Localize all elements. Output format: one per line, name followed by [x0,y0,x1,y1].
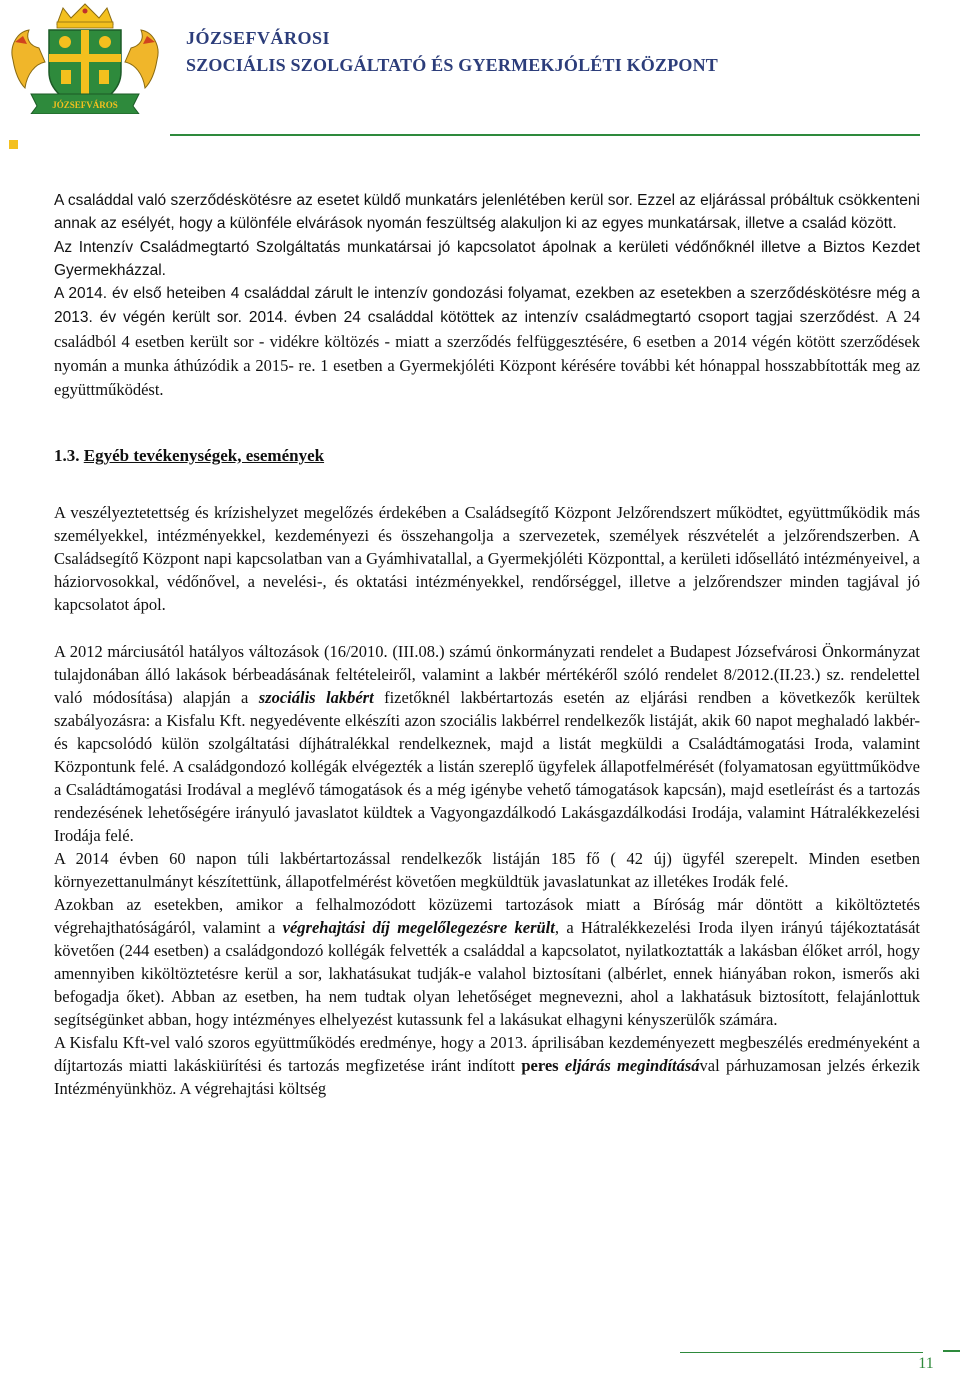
document-body [54,189,920,1100]
paragraph-kisfalu-cooperation [54,1031,920,1100]
section-heading [54,446,920,466]
text-run: A 2012 márciusától hatályos változások (16/2010. (III.08.) számú önkormányzati rendelet a Budapest Józsefvárosi Önkormányzat tulajdonában álló lakások bérbeadásának feltételeiről, valamint a lakbér mértékéről szóló rendelet 8/2012.(II.23.) sz. rendelettel való módosítása) alapján a [54,641,920,707]
paragraph-2014-cases [54,282,920,402]
paragraph-contract-signing: A családdal való szerződéskötésre az esetet küldő munkatárs jelenlétében kerül sor. Ezzel az eljárással próbáltuk csökkenteni annak az esélyét, hogy a különféle elvárások nyomán feszültség alakuljon ki az egyes munkatársak, illetve a család között. [54,192,920,233]
paragraph-rent-changes [54,640,920,847]
text-run: val párhuzamosan jelzés érkezik Intézményünkhöz. A végrehajtási költség [54,1055,920,1098]
text-run: A 2014. év első heteiben 4 családdal zárult le intenzív gondozási folyamat, ezekben az esetekben a szerződéskötésre még a 2013. év végén került sor. 2014. évben 24 családdal kötöttek az intenzív családmegtartó csoport tagjai szerződést. [54,285,920,327]
section-number: 1.3. [54,445,80,465]
coat-of-arms-icon [5,2,165,114]
crest-ribbon-text: JÓZSEFVÁROS [52,100,118,110]
paragraph-2014-rent-list: A 2014 évben 60 napon túli lakbértartozással rendelkezők listáján 185 fő ( 42 új) ügyfél szerepelt. Minden esetben környezettanulmányt készítettünk, állapotfelmérést követően megküldtük javaslatunkat az illetékes Irodák felé. [54,848,920,891]
text-run: Azokban az esetekben, amikor a felhalmozódott közüzemi tartozások miatt a Bíróság már döntött a kiköltöztetés végrehajthatóságáról, valamint a [54,894,920,937]
emphasis-social-rent: szociális lakbért [258,687,374,707]
text-run: A 24 családból 4 esetben került sor - vidékre költözés - miatt a szerződés felfüggesztésére, 6 esetben a 2014 végén kötött szerződések nyomán a munka áthúzódik a 2015- re. 1 esetben a Gyermekjóléti Központ kérésére további két hónappal hosszabbították meg az együttműködést. [54,307,920,400]
text-run: , a Hátralékkezelési Iroda ilyen irányú tájékoztatását követően (244 esetben) a családgondozó kollégák felvették a családdal a kapcsolatot, nyilatkoztatták a lakásban élőket arról, hogy amennyiben kiköltöztetésre kerül a sor, lakhatásukat tudják-e valahol biztosítani (albérlet, ennek hiányában rokon, ismerős aki befogadja őket). Abban az esetben, ha nem tudtak olyan lehetőséget megnevezni, ahol a lakhatásuk biztosított, felajánlottuk segítségünket abban, hogy intézményes elhelyezést kutassunk fel a lakásukat elhagyni kényszerülők számára. [54,917,920,1029]
footer-divider [680,1352,923,1353]
paragraph-signal-system: A veszélyeztetettség és krízishelyzet megelőzés érdekében a Családsegítő Központ Jelzőrendszert működtet, együttműködik más személyekkel, intézményekkel, kezdeményezi és összehangolja a szervezetek, személyek részvételét a jelzőrendszerben. A Családsegítő Központ napi kapcsolatban van a Gyámhivatallal, a Gyermekjóléti Központtal, a kerületi idősellátó intézményeivel, a háziorvosokkal, védőnővel, a nevelési-, és oktatási intézményekkel, rendőrséggel, illetve a jelzőrendszer minden tagjával jó kapcsolatot ápol. [54,502,920,614]
paragraph-intensive-service: Az Intenzív Családmegtartó Szolgáltatás munkatársai jó kapcsolatot ápolnak a kerületi védőnőknél illetve a Biztos Kezdet Gyermekházzal. [54,238,920,279]
page-header [0,0,960,150]
org-name-line1: JÓZSEFVÁROSI [186,28,331,48]
emphasis-lawsuit: peres [521,1055,565,1075]
org-name-line2: SZOCIÁLIS SZOLGÁLTATÓ ÉS GYERMEKJÓLÉTI KÖZPONT [186,55,719,75]
section-title: Egyéb tevékenységek, események [83,445,325,465]
text-run: A Kisfalu Kft-vel való szoros együttműködés eredménye, hogy a 2013. áprilisában kezdeményezett megbeszélés eredményeként a díjtartozás miatti lakáskiürítési és tartozás megfizetése iránt indított [54,1032,920,1075]
header-square-decoration [9,140,18,149]
emphasis-proceedings: eljárás megindításá [564,1055,700,1075]
page-number: 11 [918,1355,934,1372]
text-run: fizetőknél lakbértartozás esetén az eljárási rendben a következők kerültek szabályozásra: a Kisfalu Kft. negyedévente elkészíti azon szociális lakbérrel rendelkezők listáját, akik 60 napot meghaladó lakbér- és kapcsolódó külön szolgáltatási díjhátralékkal rendelkeznek, majd a listát megküldi a Családtámogatási Iroda, valamint Központunk felé. A családgondozó kollégák elvégezték a listán szereplő ügyfelek állapotfelmérését (folyamatosan együttműködve a Családtámogatási Irodával a meglévő támogatások és a még igénybe vehető támogatások kapcsán), majd esetleírást és a tartozás rendezésének lehetőségére irányuló javaslatot küldtek a Vagyongazdálkodó Lakásgazdálkodási Irodája, valamint Hátralékkezelési Irodája felé. [54,687,920,845]
paragraph-eviction-cases [54,893,920,1031]
header-divider [170,134,920,136]
emphasis-enforcement-fee: végrehajtási díj megelőlegezésre került [282,917,555,937]
